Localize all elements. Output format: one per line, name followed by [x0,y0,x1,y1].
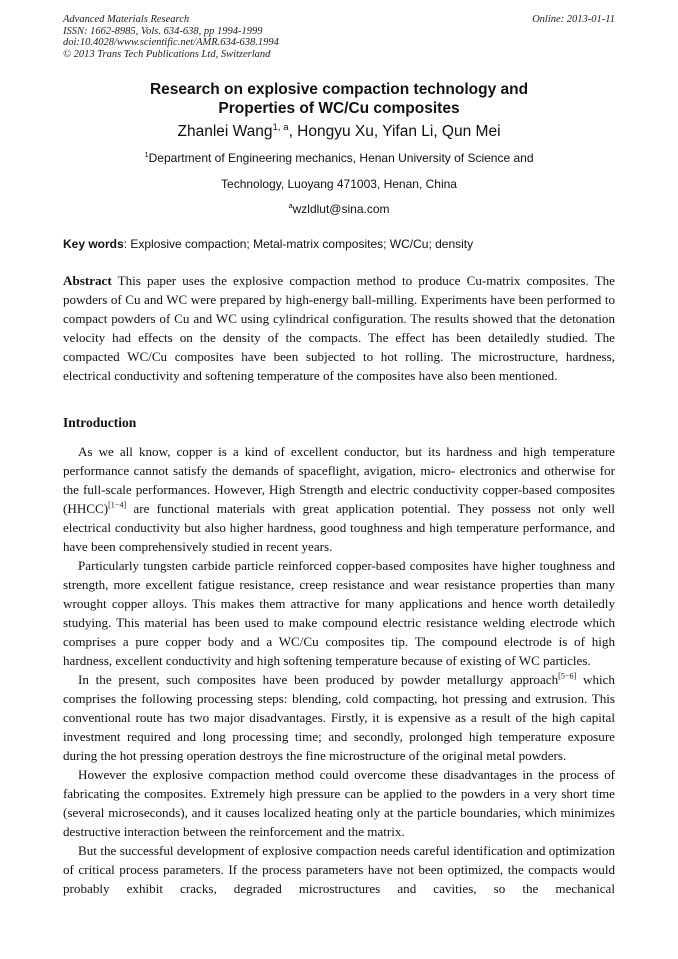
section-heading: Introduction [63,415,137,430]
abstract-label: Abstract [63,273,112,288]
issn: ISSN: 1662-8985, Vols. 634-638, pp 1994-1999 [63,25,263,37]
journal-name: Advanced Materials Research [63,14,190,25]
title-line: Research on explosive compaction technology and [149,81,529,98]
text: which comprises the following processing steps: blending, cold compacting, hot pressing and extrusion. This conventional route has two major disadvantages. Firstly, it is expensive as a result of the high capital investment required and long processing time; and secondly, prolonged high temperature exposure during the hot pressing operation destroys the fine microstructure of the original metal powders. [63,672,615,763]
abstract [63,271,615,385]
paper-title [0,80,678,118]
authors [0,123,678,141]
title-line: Properties of WC/Cu composites [218,100,460,117]
doi: doi:10.4028/www.scientific.net/AMR.634-638.1994 [63,37,279,48]
aff-line: Department of Engineering mechanics, Henan University of Science and [148,151,534,165]
author-sup: 1, a [272,121,289,133]
keywords-label: Key words [63,237,124,251]
keywords [63,237,473,251]
online-date: Online: 2013-01-11 [532,14,615,25]
introduction-body [63,442,615,898]
paragraph [63,442,615,556]
affiliation-line2: Technology, Luoyang 471003, Henan, China [221,177,457,191]
paragraph: Particularly tungsten carbide particle reinforced copper-based composites have higher toughness and strength, more excellent fatigue resistance, creep resistance and wear resistance properties than many wrought copper alloys. This makes them attractive for many applications and hence worth detailedly studying. This material has been used to make compound electric resistance welding electrode which comprises a pure copper body and a WC/Cu composites tip. The compound electrode is of high hardness, excellent conductivity and high softening temperature because of existing of WC particles. [63,558,615,668]
paragraph: But the successful development of explosive compaction needs careful identification and optimization of critical process parameters. If the process parameters have not been optimized, the compacts would probably exhibit cracks, degraded microstructures and cavities, so the mechanical [63,843,615,896]
authors-rest: , Hongyu Xu, Yifan Li, Qun Mei [288,123,501,140]
email-address: wzldlut@sina.com [292,202,390,216]
text: In the present, such composites have been produced by powder metallurgy approach [78,672,559,687]
copyright: © 2013 Trans Tech Publications Ltd, Switzerland [63,48,271,60]
affiliation [0,151,678,165]
aff-sup: 1 [144,150,149,159]
author: Zhanlei Wang [177,123,273,140]
text: As we all know, copper is a kind of excellent conductor, but its hardness and high temperature performance cannot satisfy the demands of spaceflight, avigation, micro- electronics and otherwise for the full-scale performances. However, High Strength and electric conductivity copper-based composites (HHCC) [63,444,615,516]
abstract-text: This paper uses the explosive compaction method to produce Cu-matrix composites. The powders of Cu and WC were prepared by high-energy ball-milling. Experiments have been performed to compact powders of Cu and WC using cylindrical configuration. The results showed that the detonation velocity had effects on the density of the compacts. The effect has been detailedly studied. The compacted WC/Cu composites have been subjected to hot rolling. The microstructure, hardness, electrical conductivity and softening temperature of the composites have also been mentioned. [63,273,615,383]
paragraph [63,670,615,765]
citation: [1−4] [108,500,127,510]
journal-header [63,14,615,60]
text: are functional materials with great application potential. They possess not only well electrical conductivity but also higher hardness, good toughness and high temperature performance, and have been comprehensively studied in recent years. [63,501,615,554]
citation: [5−6] [558,671,577,681]
paragraph: However the explosive compaction method could overcome these disadvantages in the process of fabricating the composites. Extremely high pressure can be applied to the powders in a very short time (several microseconds), and it causes localized heating only at the particle boundaries, which minimizes destructive interaction between the reinforcement and the matrix. [63,767,615,839]
email-sup: a [288,201,293,210]
email [0,202,678,216]
keywords-text: : Explosive compaction; Metal-matrix composites; WC/Cu; density [123,237,474,251]
